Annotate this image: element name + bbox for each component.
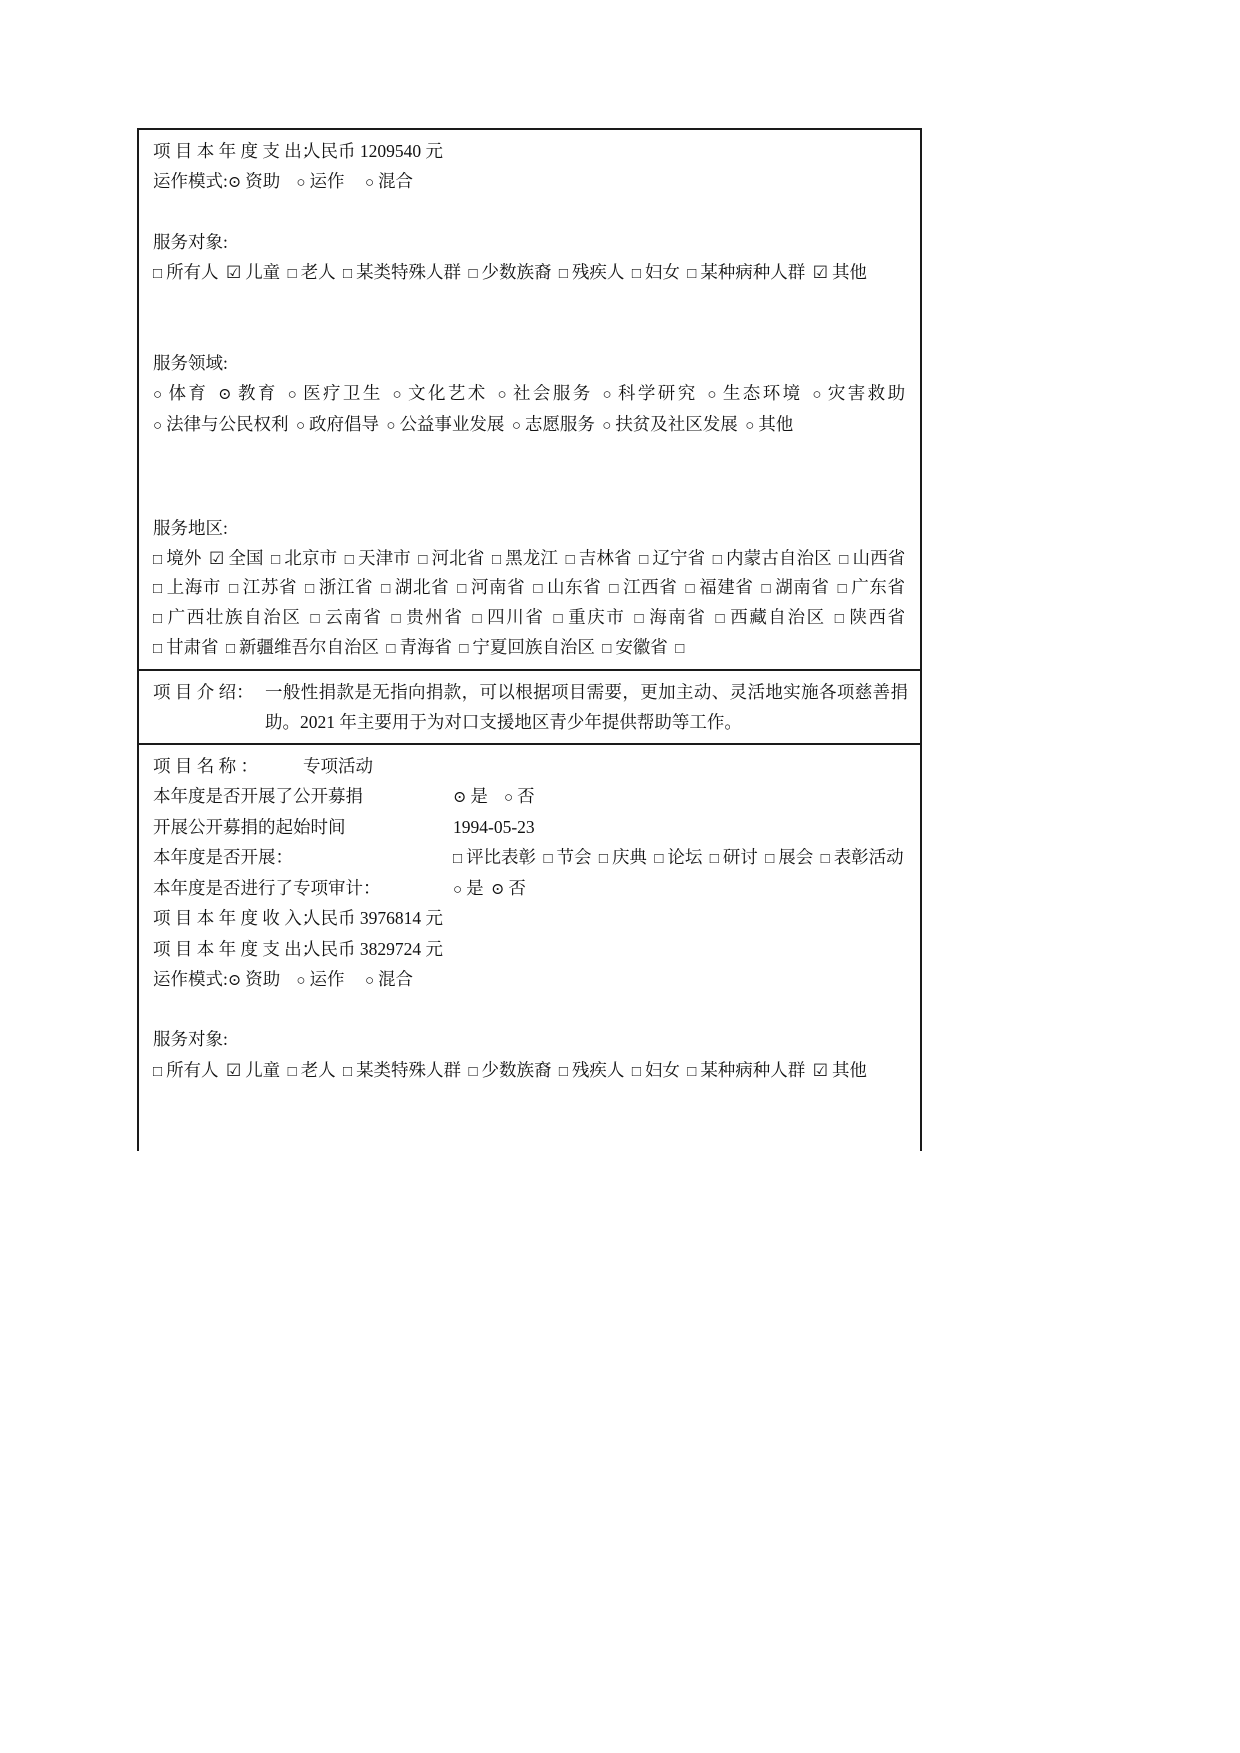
spacer-5 xyxy=(153,1085,908,1145)
project-a-field-11[interactable]: ○ 志愿服务 xyxy=(512,414,595,434)
project-a-beneficiary-3[interactable]: □ 某类特殊人群 xyxy=(343,262,461,282)
spacer-2 xyxy=(153,288,908,348)
project-a-region-27[interactable]: □ 陕西省 xyxy=(835,607,905,627)
project-b-mode-options xyxy=(228,964,908,995)
project-b-mode-label: 运作模式: xyxy=(153,968,228,989)
project-a-region-20[interactable]: □ 广西壮族自治区 xyxy=(153,607,301,627)
project-a-beneficiary-1[interactable]: ☑ 儿童 xyxy=(226,262,280,282)
project-a-intro-text: 一般性捐款是无指向捐款，可以根据项目需要，更加主动、灵活地实施各项慈善捐助。2021 年主要用于为对口支援地区青少年提供帮助等工作。 xyxy=(265,681,908,732)
project-a-region-extra[interactable] xyxy=(675,637,688,657)
project-b-income-value: 人民币 3976814 元 xyxy=(303,908,443,929)
project-b-public-fundraising-row xyxy=(153,781,908,812)
project-b-name-row xyxy=(153,751,908,781)
project-b-start-time-label: 开展公开募捐的起始时间 xyxy=(153,816,346,837)
project-a-region-22[interactable]: □ 贵州省 xyxy=(391,607,463,627)
project-a-beneficiary-8[interactable]: ☑ 其他 xyxy=(813,262,867,282)
project-a-region-6[interactable]: □ 吉林省 xyxy=(566,548,632,568)
project-a-region-0[interactable]: □ 境外 xyxy=(153,548,201,568)
project-a-section xyxy=(139,130,920,669)
project-b-expenditure-row xyxy=(153,934,908,964)
project-b-activities-options xyxy=(453,842,908,873)
project-b-audit-label: 本年度是否进行了专项审计： xyxy=(153,877,381,898)
project-a-field-13[interactable]: ○ 其他 xyxy=(745,414,793,434)
project-b-activities-row xyxy=(153,842,908,873)
project-b-mode-option-2[interactable]: ○ 混合 xyxy=(365,969,413,989)
project-b-beneficiary-1[interactable]: ☑ 儿童 xyxy=(226,1060,280,1080)
project-a-field-3[interactable]: ○ 文化艺术 xyxy=(393,383,488,403)
project-a-field-0[interactable]: ○ 体育 xyxy=(153,383,208,403)
project-b-beneficiary-7[interactable]: □ 某种病种人群 xyxy=(687,1060,805,1080)
project-a-region-1[interactable]: ☑ 全国 xyxy=(209,548,264,568)
project-a-region-25[interactable]: □ 海南省 xyxy=(635,607,707,627)
project-a-intro-label: 项 目 介 绍： xyxy=(153,681,254,702)
project-b-activity-0[interactable]: □ 评比表彰 xyxy=(453,847,536,867)
project-a-region-15[interactable]: □ 山东省 xyxy=(533,577,601,597)
project-a-field-7[interactable]: ○ 灾害救助 xyxy=(812,383,905,403)
project-b-public-fundraising-options xyxy=(453,781,908,812)
project-a-mode-row xyxy=(153,166,908,197)
project-a-mode-label: 运作模式: xyxy=(153,171,228,192)
project-a-expenditure-row xyxy=(153,136,908,166)
project-a-region-16[interactable]: □ 江西省 xyxy=(609,577,677,597)
project-b-mode-row xyxy=(153,964,908,995)
project-a-region-11[interactable]: □ 江苏省 xyxy=(229,577,297,597)
project-a-region-26[interactable]: □ 西藏自治区 xyxy=(716,607,826,627)
project-b-section xyxy=(139,743,920,1151)
project-a-field-8[interactable]: ○ 法律与公民权利 xyxy=(153,414,289,434)
project-a-region-21[interactable]: □ 云南省 xyxy=(310,607,382,627)
project-a-region-17[interactable]: □ 福建省 xyxy=(685,577,753,597)
project-b-public-fundraising-label: 本年度是否开展了公开募捐 xyxy=(153,785,363,806)
project-a-region-31[interactable]: □ 宁夏回族自治区 xyxy=(459,637,595,657)
project-a-field-5[interactable]: ○ 科学研究 xyxy=(602,383,697,403)
project-b-activity-3[interactable]: □ 论坛 xyxy=(654,847,702,867)
project-a-region-2[interactable]: □ 北京市 xyxy=(271,548,337,568)
project-a-beneficiary-5[interactable]: □ 残疾人 xyxy=(559,262,625,282)
project-a-expenditure-value: 人民币 1209540 元 xyxy=(303,141,443,161)
project-b-beneficiary-options xyxy=(153,1055,908,1086)
project-b-audit-option-0[interactable]: ○ 是 xyxy=(453,878,484,898)
project-b-name-label: 项 目 名 称 ： xyxy=(153,755,258,776)
project-b-beneficiary-4[interactable]: □ 少数族裔 xyxy=(468,1060,551,1080)
project-a-region-8[interactable]: □ 内蒙古自治区 xyxy=(713,548,832,568)
project-a-region-23[interactable]: □ 四川省 xyxy=(472,607,544,627)
project-b-income-label: 项 目 本 年 度 收 入： xyxy=(153,908,320,929)
project-a-mode-option-0[interactable]: ⊙ 资助 xyxy=(228,171,280,191)
project-b-beneficiary-6[interactable]: □ 妇女 xyxy=(632,1060,680,1080)
project-b-beneficiary-3[interactable]: □ 某类特殊人群 xyxy=(343,1060,461,1080)
project-a-field-6[interactable]: ○ 生态环境 xyxy=(707,383,802,403)
spacer-4 xyxy=(153,994,908,1024)
project-a-region-32[interactable]: □ 安徽省 xyxy=(602,637,668,657)
project-b-audit-option-1[interactable]: ⊙ 否 xyxy=(491,878,526,898)
project-a-mode-option-1[interactable]: ○ 运作 xyxy=(296,171,344,191)
project-b-mode-option-0[interactable]: ⊙ 资助 xyxy=(228,969,280,989)
project-a-expenditure-label: 项 目 本 年 度 支 出： xyxy=(153,141,320,161)
project-a-region-24[interactable]: □ 重庆市 xyxy=(554,607,626,627)
project-a-region-30[interactable]: □ 青海省 xyxy=(386,637,452,657)
project-a-field-label: 服务领域: xyxy=(153,352,228,373)
project-a-intro-section xyxy=(139,669,920,743)
spacer-1 xyxy=(153,197,908,227)
project-b-activity-1[interactable]: □ 节会 xyxy=(543,847,591,867)
project-a-beneficiary-2[interactable]: □ 老人 xyxy=(288,262,336,282)
project-a-mode-options xyxy=(228,166,908,197)
project-b-beneficiary-0[interactable]: □ 所有人 xyxy=(153,1060,219,1080)
project-b-expenditure-value: 人民币 3829724 元 xyxy=(303,938,443,959)
project-b-beneficiary-label: 服务对象: xyxy=(153,1029,228,1050)
project-b-public-fundraising-option-0[interactable]: ⊙ 是 xyxy=(453,786,488,806)
project-a-field-9[interactable]: ○ 政府倡导 xyxy=(296,414,379,434)
project-b-beneficiary-2[interactable]: □ 老人 xyxy=(288,1060,336,1080)
project-b-mode-option-1[interactable]: ○ 运作 xyxy=(296,969,344,989)
project-b-name-value: 专项活动 xyxy=(303,755,373,776)
project-a-field-1[interactable]: ⊙ 教育 xyxy=(218,383,278,403)
project-b-start-time-row xyxy=(153,812,908,842)
project-a-field-4[interactable]: ○ 社会服务 xyxy=(498,383,593,403)
spacer-3 xyxy=(153,439,908,513)
project-a-region-3[interactable]: □ 天津市 xyxy=(345,548,411,568)
project-b-public-fundraising-option-1[interactable]: ○ 否 xyxy=(504,786,535,806)
project-b-activity-4[interactable]: □ 研讨 xyxy=(710,847,758,867)
project-a-beneficiary-options xyxy=(153,257,908,288)
project-b-activities-label: 本年度是否开展： xyxy=(153,846,293,867)
project-b-audit-options xyxy=(453,873,908,904)
project-a-region-label: 服务地区: xyxy=(153,518,228,539)
project-a-region-5[interactable]: □ 黑龙江 xyxy=(492,548,558,568)
project-b-activity-2[interactable]: □ 庆典 xyxy=(599,847,647,867)
project-a-region-28[interactable]: □ 甘肃省 xyxy=(153,637,219,657)
project-a-region-4[interactable]: □ 河北省 xyxy=(418,548,484,568)
project-b-start-time-value: 1994-05-23 xyxy=(453,816,535,837)
project-a-beneficiary-0[interactable]: □ 所有人 xyxy=(153,262,219,282)
project-b-audit-row xyxy=(153,873,908,904)
project-a-field-12[interactable]: ○ 扶贫及社区发展 xyxy=(602,414,738,434)
project-a-beneficiary-label: 服务对象: xyxy=(153,231,228,252)
project-a-region-12[interactable]: □ 浙江省 xyxy=(305,577,373,597)
project-b-income-row xyxy=(153,903,908,933)
project-a-beneficiary-7[interactable]: □ 某种病种人群 xyxy=(687,262,805,282)
project-a-region-14[interactable]: □ 河南省 xyxy=(457,577,525,597)
project-b-activity-6[interactable]: □ 表彰活动 xyxy=(821,847,904,867)
project-a-mode-option-2[interactable]: ○ 混合 xyxy=(365,171,413,191)
project-a-region-19[interactable]: □ 广东省 xyxy=(838,577,905,597)
project-a-region-10[interactable]: □ 上海市 xyxy=(153,577,221,597)
project-a-region-options xyxy=(153,544,908,663)
project-a-field-options xyxy=(153,378,908,440)
project-a-region-9[interactable]: □ 山西省 xyxy=(839,548,905,568)
project-a-field-2[interactable]: ○ 医疗卫生 xyxy=(288,383,383,403)
project-a-field-10[interactable]: ○ 公益事业发展 xyxy=(386,414,504,434)
project-b-beneficiary-5[interactable]: □ 残疾人 xyxy=(559,1060,625,1080)
project-b-activity-5[interactable]: □ 展会 xyxy=(765,847,813,867)
project-a-beneficiary-4[interactable]: □ 少数族裔 xyxy=(468,262,551,282)
project-a-intro-row xyxy=(153,677,908,737)
project-b-beneficiary-8[interactable]: ☑ 其他 xyxy=(813,1060,867,1080)
project-a-region-18[interactable]: □ 湖南省 xyxy=(762,577,830,597)
annual-report-form xyxy=(137,128,922,1151)
project-a-region-7[interactable]: □ 辽宁省 xyxy=(639,548,705,568)
project-a-region-13[interactable]: □ 湖北省 xyxy=(381,577,449,597)
project-a-beneficiary-6[interactable]: □ 妇女 xyxy=(632,262,680,282)
project-b-expenditure-label: 项 目 本 年 度 支 出： xyxy=(153,938,320,959)
project-a-region-29[interactable]: □ 新疆维吾尔自治区 xyxy=(226,637,379,657)
